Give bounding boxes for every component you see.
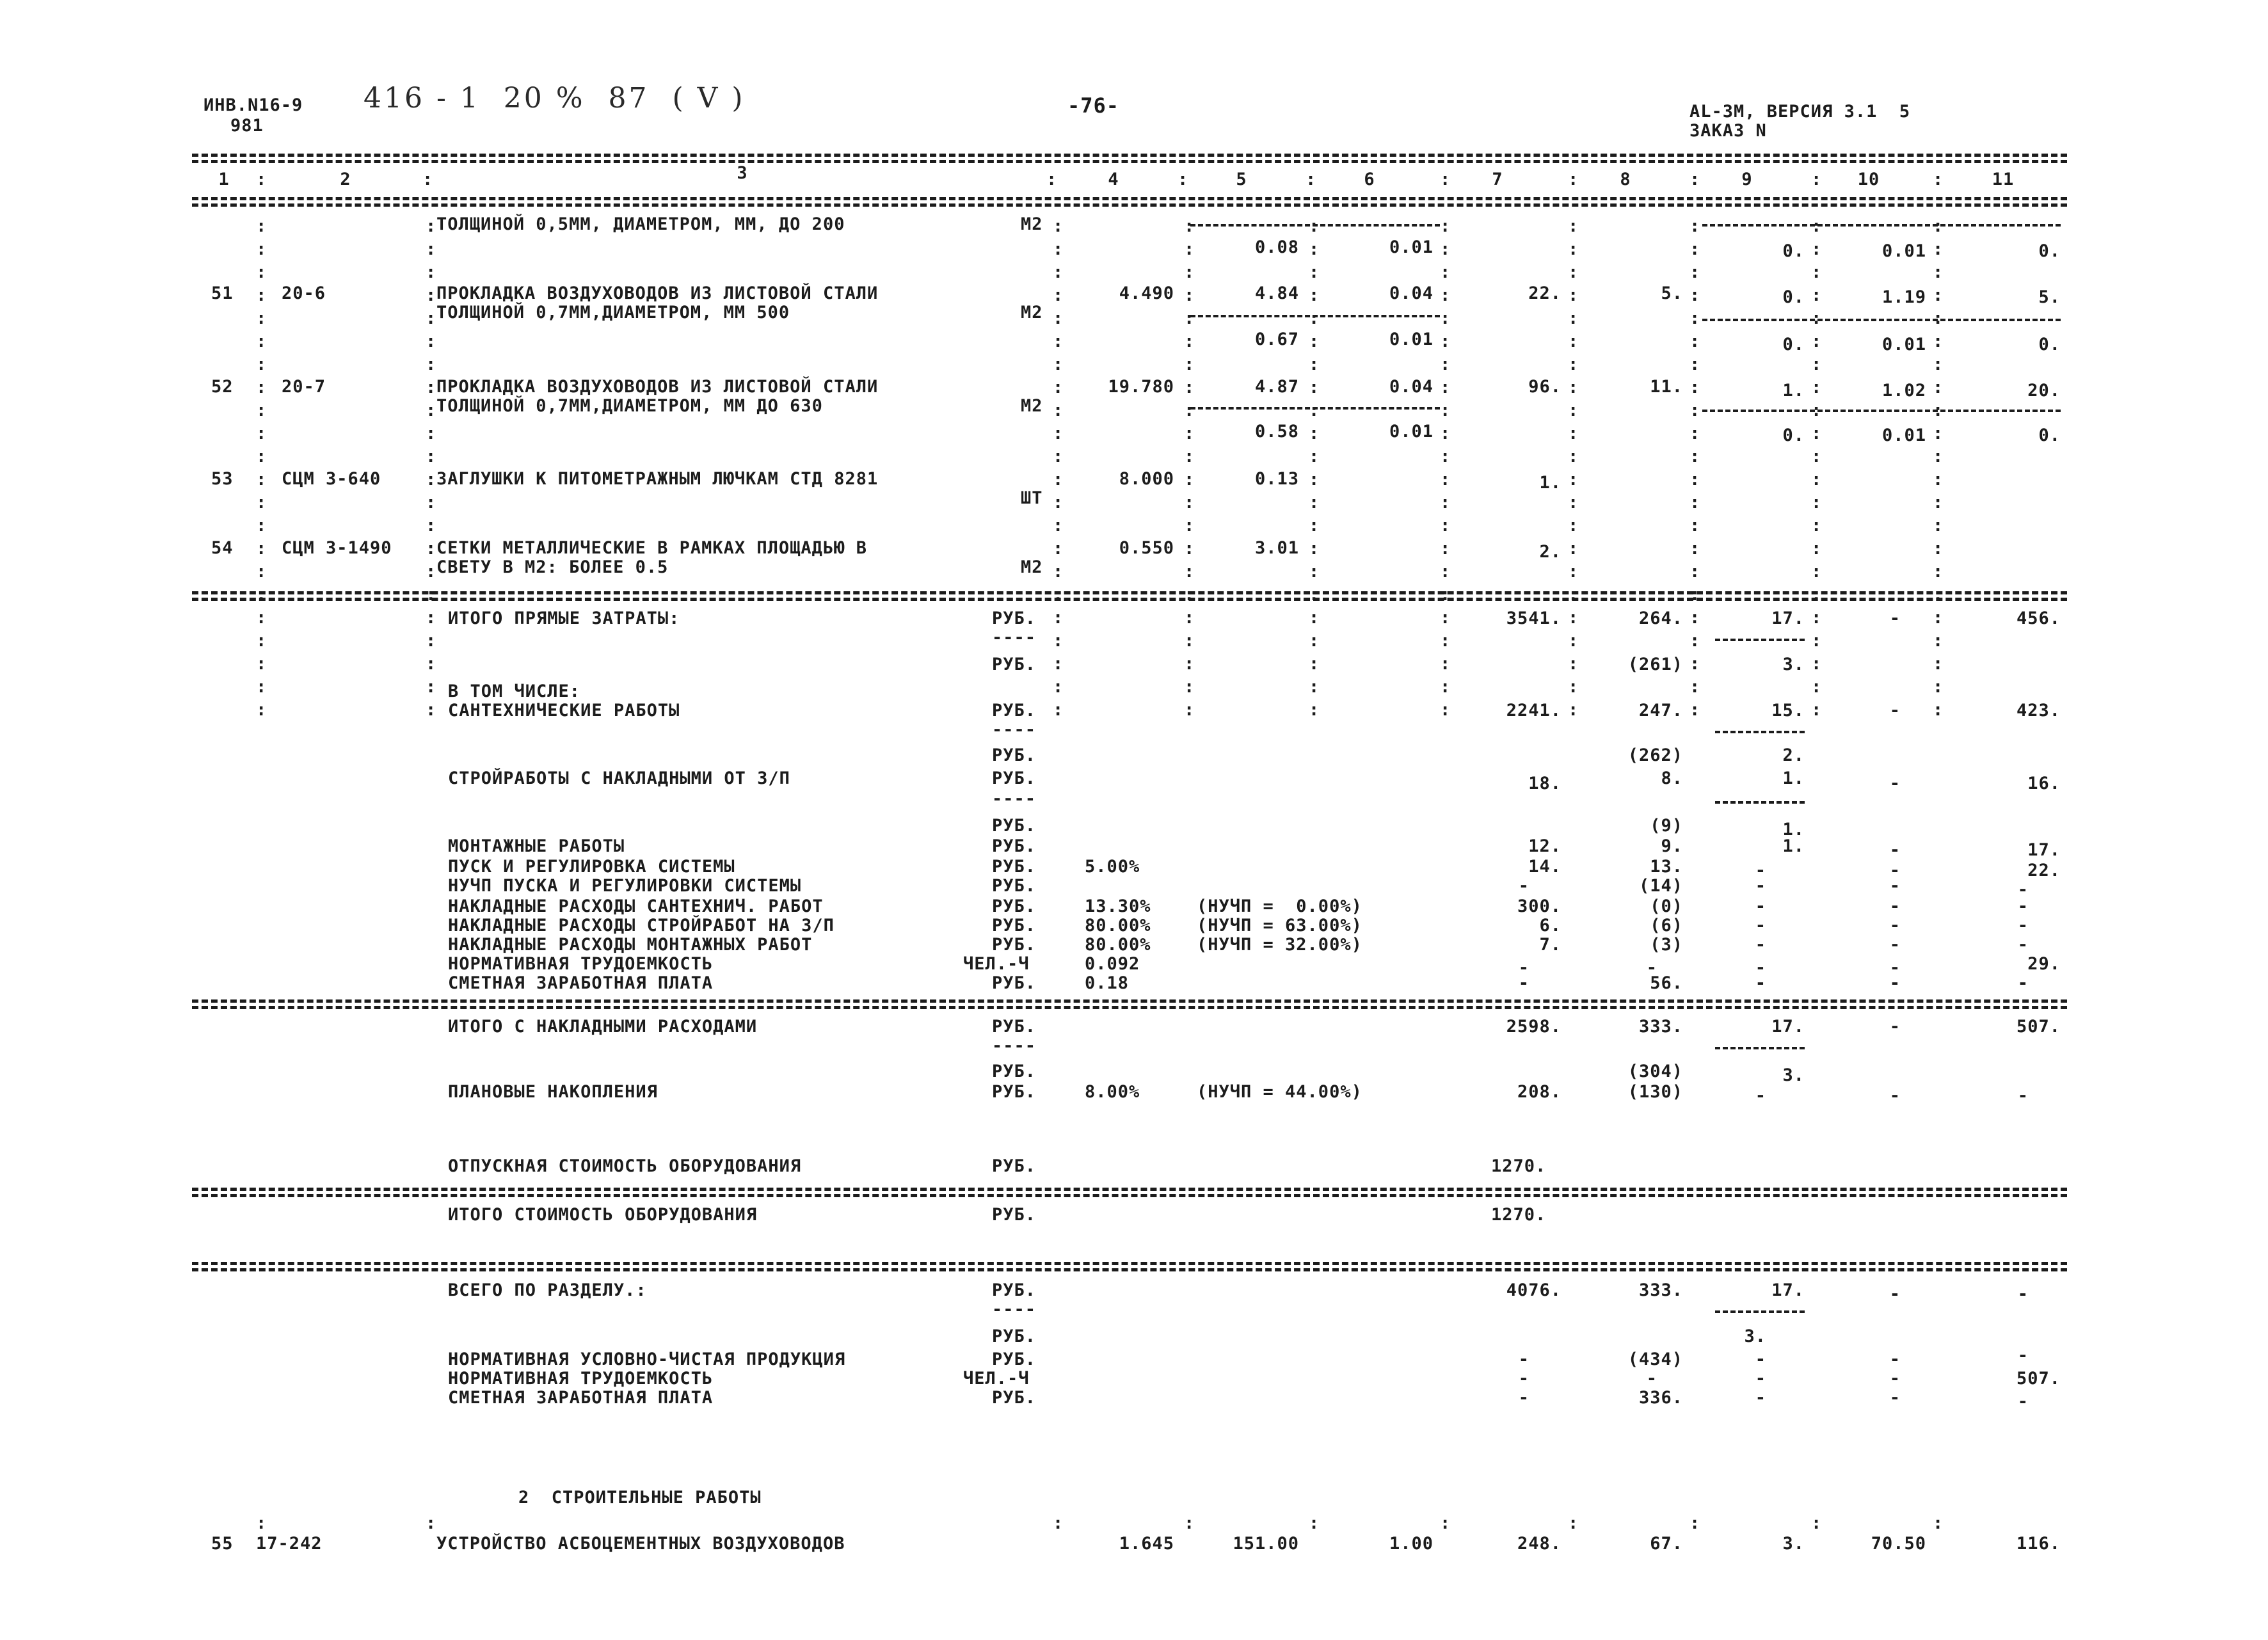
cell-col9: - <box>1755 896 1766 916</box>
row-gutter: : <box>1440 1513 1451 1533</box>
col-sep: : <box>1046 170 1058 189</box>
col-header-8: 8 <box>1620 170 1631 189</box>
detail-percent: 80.00% <box>1085 916 1151 935</box>
row-unit: М2 <box>1021 557 1043 577</box>
cell-col7: - <box>1518 1349 1529 1369</box>
row-number: 53 <box>211 469 234 489</box>
row-code: 20-7 <box>282 377 326 397</box>
cell-col8: (14) <box>1638 876 1683 896</box>
cell-col8: (3) <box>1650 935 1683 955</box>
col-sep: : <box>1568 170 1579 189</box>
detail-nuch: (НУЧП = 32.00%) <box>1197 935 1362 955</box>
final-unit: РУБ. <box>992 1349 1037 1369</box>
summary-unit-b: РУБ. <box>992 745 1037 765</box>
cell-col11-sub: 0. <box>2038 426 2061 445</box>
row-number: 55 <box>211 1534 234 1554</box>
row-description: ТОЛЩИНОЙ 0,5ММ, ДИАМЕТРОМ, ММ, ДО 200 <box>436 214 845 234</box>
separator <box>192 1268 2067 1271</box>
cell-col7: 18. <box>1528 774 1561 793</box>
sub-rule <box>1702 224 2061 227</box>
summary-label: ИТОГО С НАКЛАДНЫМИ РАСХОДАМИ <box>448 1017 758 1037</box>
cell-col4: 8.000 <box>1119 469 1174 489</box>
row-gutter: : <box>1309 1513 1320 1533</box>
cell-col7: 2. <box>1539 542 1561 562</box>
separator <box>192 1188 2067 1191</box>
cell-col11: 116. <box>2016 1534 2061 1554</box>
cell-col10: - <box>1889 1349 1901 1369</box>
detail-label: НАКЛАДНЫЕ РАСХОДЫ СТРОЙРАБОТ НА З/П <box>448 916 835 935</box>
cell-col7: 14. <box>1528 857 1561 877</box>
cell-col10-sub: 0.01 <box>1881 335 1926 354</box>
cell-col9-b: 1. <box>1782 820 1805 840</box>
summary-unit: РУБ. <box>992 609 1037 628</box>
cell-col11: - <box>2017 1284 2029 1304</box>
cell-col8: 8. <box>1661 768 1683 788</box>
cell-col9: 1. <box>1782 768 1805 788</box>
col9-underline <box>1715 731 1805 733</box>
separator <box>192 999 2067 1003</box>
summary-unit-b: РУБ. <box>992 655 1037 674</box>
cell-col9: 3. <box>1782 1534 1805 1554</box>
cell-col10: - <box>1889 1086 1901 1106</box>
row-unit: М2 <box>1021 303 1043 322</box>
sub-rule <box>1702 319 2061 321</box>
row-description-2: ТОЛЩИНОЙ 0,7ММ,ДИАМЕТРОМ, ММ ДО 630 <box>436 396 823 416</box>
row-gutter: : <box>1053 1513 1064 1533</box>
summary-unit-b: РУБ. <box>992 816 1037 836</box>
summary-unit: РУБ. <box>992 1017 1037 1037</box>
order-label: ЗАКАЗ N <box>1689 121 1767 141</box>
cell-col8: (434) <box>1627 1349 1683 1369</box>
cell-col6-sub: 0.01 <box>1389 237 1433 257</box>
cell-col7: 248. <box>1517 1534 1561 1554</box>
cell-col10: 1.02 <box>1881 381 1926 401</box>
summary-label: СТРОЙРАБОТЫ С НАКЛАДНЫМИ ОТ З/П <box>448 768 790 788</box>
summary-label: САНТЕХНИЧЕСКИЕ РАБОТЫ <box>448 701 680 720</box>
gutter-col5: : : : : : : : : : : : : : : : : : : : : : : <box>1184 216 1195 720</box>
page-number: -76- <box>1067 93 1120 118</box>
cell-col8: - <box>1646 958 1657 978</box>
gutter-col8: : : : : : : : : : : : : : : : : : : : : : : <box>1568 216 1579 720</box>
vsego-unit: РУБ. <box>992 1280 1037 1300</box>
cell-col8: 333. <box>1638 1280 1683 1300</box>
separator <box>192 598 2067 601</box>
sub-rule <box>1190 224 1440 227</box>
cell-col7: - <box>1518 1369 1529 1389</box>
cell-col10: - <box>1889 1388 1901 1408</box>
cell-col7: - <box>1518 876 1529 896</box>
cell-col9: - <box>1755 1388 1766 1408</box>
cell-col8-b: (304) <box>1627 1062 1683 1081</box>
otpusk-label: ОТПУСКНАЯ СТОИМОСТЬ ОБОРУДОВАНИЯ <box>448 1156 802 1176</box>
cell-col10: - <box>1889 774 1901 793</box>
cell-col8-b: (262) <box>1627 745 1683 765</box>
detail-unit: РУБ. <box>992 935 1037 955</box>
detail-unit: ЧЕЛ.-Ч <box>963 954 1030 974</box>
cell-col10: - <box>1889 861 1901 880</box>
cell-col9: - <box>1755 876 1766 896</box>
cell-col11: - <box>2017 1346 2029 1365</box>
detail-percent: 5.00% <box>1085 857 1140 877</box>
cell-col8-b: (261) <box>1627 655 1683 674</box>
cell-col11: 456. <box>2016 609 2061 628</box>
cell-col11-sub: 0. <box>2038 241 2061 261</box>
cell-col9: - <box>1755 1369 1766 1389</box>
cell-col9: - <box>1755 861 1766 880</box>
gutter-col6: : : : : : : : : : : : : : : : : : : : : : : <box>1309 216 1320 720</box>
cell-col8: 11. <box>1650 377 1683 397</box>
cell-col11: - <box>2017 1086 2029 1106</box>
cell-col7: 6. <box>1539 916 1561 935</box>
row-description: ЗАГЛУШКИ К ПИТОМЕТРАЖНЫМ ЛЮЧКАМ СТД 8281 <box>436 469 879 489</box>
cell-col10: - <box>1889 958 1901 978</box>
row-code: 20-6 <box>282 283 326 303</box>
cell-col4: 19.780 <box>1108 377 1174 397</box>
cell-col5-sub: 0.67 <box>1254 330 1299 349</box>
row-description: УСТРОЙСТВО АСБОЦЕМЕНТНЫХ ВОЗДУХОВОДОВ <box>436 1534 845 1554</box>
detail-label: ПУСК И РЕГУЛИРОВКА СИСТЕМЫ <box>448 857 735 877</box>
cell-col5: 151.00 <box>1233 1534 1299 1554</box>
gutter-col3: : : : : : : : : : : : : : : : : : : : : : : <box>426 216 437 720</box>
summary-unit: РУБ. <box>992 701 1037 720</box>
row-gutter: : <box>1568 1513 1579 1533</box>
cell-col8: 336. <box>1638 1388 1683 1408</box>
cell-col11: - <box>2017 935 2029 955</box>
sub-rule <box>1702 410 2061 412</box>
cell-col8: - <box>1646 1369 1657 1389</box>
summary-unit-b: РУБ. <box>992 1062 1037 1081</box>
cell-col9: - <box>1755 1349 1766 1369</box>
cell-col9: - <box>1755 1086 1766 1106</box>
cell-col9: 1. <box>1782 381 1805 401</box>
plan-label: ПЛАНОВЫЕ НАКОПЛЕНИЯ <box>448 1082 658 1102</box>
unit-separator: ---- <box>992 628 1037 648</box>
col-sep: : <box>1689 170 1701 189</box>
separator-header-2 <box>192 203 2067 207</box>
cell-col7: 300. <box>1517 896 1561 916</box>
cell-col7: 96. <box>1528 377 1561 397</box>
vsego-unit-b: РУБ. <box>992 1326 1037 1346</box>
cell-col11: - <box>2017 973 2029 993</box>
plan-unit: РУБ. <box>992 1082 1037 1102</box>
cell-col8: (6) <box>1650 916 1683 935</box>
separator <box>192 1194 2067 1197</box>
gutter-col4: : : : : : : : : : : : : : : : : : : : : : : <box>1053 216 1064 720</box>
detail-label: НУЧП ПУСКА И РЕГУЛИРОВКИ СИСТЕМЫ <box>448 876 802 896</box>
cell-col7: 7. <box>1539 935 1561 955</box>
cell-col9-sub: 0. <box>1782 241 1805 261</box>
cell-col5: 0.13 <box>1254 469 1299 489</box>
col-header-9: 9 <box>1741 170 1753 189</box>
col-sep: : <box>1306 170 1317 189</box>
cell-col7: 22. <box>1528 283 1561 303</box>
row-gutter: : <box>1689 1513 1701 1533</box>
cell-col4: 0.550 <box>1119 538 1174 558</box>
cell-col11: 16. <box>2027 774 2061 793</box>
cell-col7: - <box>1518 973 1529 993</box>
cell-col7: 3541. <box>1506 609 1561 628</box>
cell-col10-sub: 0.01 <box>1881 426 1926 445</box>
detail-unit: РУБ. <box>992 857 1037 877</box>
cell-col8: 67. <box>1650 1534 1683 1554</box>
cell-col10: - <box>1889 1369 1901 1389</box>
cell-col9: - <box>1755 916 1766 935</box>
row-unit: ШТ <box>1021 488 1043 508</box>
cell-col10: 70.50 <box>1871 1534 1926 1554</box>
cell-col9-sub: 0. <box>1782 335 1805 354</box>
row-gutter: : <box>1811 1513 1823 1533</box>
unit-separator: ---- <box>992 720 1037 740</box>
cell-col8: 247. <box>1638 701 1683 720</box>
separator <box>192 1262 2067 1265</box>
cell-col9: - <box>1755 973 1766 993</box>
row-gutter: : <box>256 1513 268 1533</box>
cell-col7: 208. <box>1517 1082 1561 1102</box>
col9-underline <box>1715 1047 1805 1049</box>
detail-label: НАКЛАДНЫЕ РАСХОДЫ МОНТАЖНЫХ РАБОТ <box>448 935 813 955</box>
row-code: 17-242 <box>256 1534 323 1554</box>
cell-col7: - <box>1518 1388 1529 1408</box>
detail-unit: РУБ. <box>992 973 1037 993</box>
col-header-6: 6 <box>1364 170 1375 189</box>
detail-percent: 80.00% <box>1085 935 1151 955</box>
separator <box>192 1006 2067 1009</box>
plan-percent: 8.00% <box>1085 1082 1140 1102</box>
gutter-col1: : : : : : : : : : : : : : : : : : : : : : : <box>256 216 268 720</box>
separator-top <box>192 154 2067 157</box>
detail-label: СМЕТНАЯ ЗАРАБОТНАЯ ПЛАТА <box>448 973 714 993</box>
row-description-2: СВЕТУ В М2: БОЛЕЕ 0.5 <box>436 557 669 577</box>
col9-underline <box>1715 639 1805 641</box>
cell-col6: 0.04 <box>1389 377 1433 397</box>
cell-col8: 264. <box>1638 609 1683 628</box>
row-number: 54 <box>211 538 234 558</box>
col-header-7: 7 <box>1492 170 1503 189</box>
col-header-3: 3 <box>737 163 748 183</box>
row-number: 51 <box>211 283 234 303</box>
cell-col10: - <box>1889 609 1901 628</box>
cell-col9: 17. <box>1771 1017 1805 1037</box>
row-description: ПРОКЛАДКА ВОЗДУХОВОДОВ ИЗ ЛИСТОВОЙ СТАЛИ <box>436 283 879 303</box>
row-gutter: : <box>1933 1513 1944 1533</box>
unit-separator: ---- <box>992 1300 1037 1319</box>
sub-rule <box>1190 407 1440 410</box>
cell-col11-sub: 0. <box>2038 335 2061 354</box>
detail-label: НОРМАТИВНАЯ ТРУДОЕМКОСТЬ <box>448 954 714 974</box>
cell-col11: 507. <box>2016 1369 2061 1389</box>
col-sep: : <box>422 170 434 189</box>
cell-col10: - <box>1889 701 1901 720</box>
cell-col11: - <box>2017 896 2029 916</box>
col-sep: : <box>1440 170 1451 189</box>
final-unit: ЧЕЛ.-Ч <box>963 1369 1030 1389</box>
detail-label: НАКЛАДНЫЕ РАСХОДЫ САНТЕХНИЧ. РАБОТ <box>448 896 824 916</box>
cell-col9: - <box>1755 958 1766 978</box>
cell-col8: 56. <box>1650 973 1683 993</box>
cell-col9: - <box>1755 935 1766 955</box>
cell-col11: 423. <box>2016 701 2061 720</box>
cell-col8: 5. <box>1661 283 1683 303</box>
cell-col7: 1270. <box>1491 1156 1547 1176</box>
col-header-2: 2 <box>340 170 351 189</box>
including-label: В ТОМ ЧИСЛЕ: <box>448 681 581 701</box>
cell-col10: 1.19 <box>1881 287 1926 307</box>
cell-col6: 1.00 <box>1389 1534 1433 1554</box>
detail-unit: РУБ. <box>992 896 1037 916</box>
cell-col9-b: 3. <box>1782 1065 1805 1085</box>
program-version: AL-3M, ВЕРСИЯ 3.1 5 <box>1689 102 1911 122</box>
itogo-obor-label: ИТОГО СТОИМОСТЬ ОБОРУДОВАНИЯ <box>448 1205 758 1225</box>
detail-unit: РУБ. <box>992 876 1037 896</box>
detail-unit: РУБ. <box>992 836 1037 856</box>
cell-col5: 4.87 <box>1254 377 1299 397</box>
detail-percent: 0.092 <box>1085 954 1140 974</box>
cell-col9: 17. <box>1771 609 1805 628</box>
row-unit: М2 <box>1021 396 1043 416</box>
cell-col7: 12. <box>1528 836 1561 856</box>
gutter-col9: : : : : : : : : : : : : : : : : : : : : : : <box>1689 216 1701 720</box>
cell-col9: 1. <box>1782 836 1805 856</box>
col-sep: : <box>256 170 268 189</box>
summary-label: ИТОГО ПРЯМЫЕ ЗАТРАТЫ: <box>448 609 680 628</box>
cell-col11: - <box>2017 916 2029 935</box>
row-gutter: : <box>1184 1513 1195 1533</box>
cell-col6-sub: 0.01 <box>1389 330 1433 349</box>
cell-col8: (0) <box>1650 896 1683 916</box>
cell-col9: 0. <box>1782 287 1805 307</box>
col-sep: : <box>1811 170 1823 189</box>
cell-col10: - <box>1889 896 1901 916</box>
cell-col8: (130) <box>1627 1082 1683 1102</box>
cell-col7: 1270. <box>1491 1205 1547 1225</box>
cell-col10: - <box>1889 973 1901 993</box>
cell-col9-b: 3. <box>1744 1326 1766 1346</box>
cell-col4: 4.490 <box>1119 283 1174 303</box>
cell-col8: 9. <box>1661 836 1683 856</box>
row-unit: М2 <box>1021 214 1043 234</box>
unit-separator: ---- <box>992 1036 1037 1056</box>
gutter-col11: : : : : : : : : : : : : : : : : : : : : : : <box>1933 216 1944 720</box>
cell-col8: 333. <box>1638 1017 1683 1037</box>
detail-unit: РУБ. <box>992 916 1037 935</box>
cell-col11: 507. <box>2016 1017 2061 1037</box>
gutter-col7: : : : : : : : : : : : : : : : : : : : : : : <box>1440 216 1451 720</box>
cell-col9: 15. <box>1771 701 1805 720</box>
cell-col5: 3.01 <box>1254 538 1299 558</box>
detail-nuch: (НУЧП = 63.00%) <box>1197 916 1362 935</box>
cell-col8: 13. <box>1650 857 1683 877</box>
col-header-5: 5 <box>1236 170 1247 189</box>
cell-col9-b: 2. <box>1782 745 1805 765</box>
gutter-col10: : : : : : : : : : : : : : : : : : : : : : : <box>1811 216 1823 720</box>
cell-col11: 22. <box>2027 861 2061 880</box>
cell-col10: - <box>1889 876 1901 896</box>
cell-col10: - <box>1889 935 1901 955</box>
final-label: НОРМАТИВНАЯ УСЛОВНО-ЧИСТАЯ ПРОДУКЦИЯ <box>448 1349 846 1369</box>
row-code: СЦМ 3-640 <box>282 469 381 489</box>
cell-col7: 4076. <box>1506 1280 1561 1300</box>
handwritten-note: 416 - 1 20 % 87 ( V ) <box>363 82 746 115</box>
row-code: СЦМ 3-1490 <box>282 538 392 558</box>
cell-col11: 5. <box>2038 287 2061 307</box>
inventory-number-2: 981 <box>230 116 264 136</box>
row-number: 52 <box>211 377 234 397</box>
cell-col11: 29. <box>2027 954 2061 974</box>
cell-col5: 4.84 <box>1254 283 1299 303</box>
cell-col6: 0.04 <box>1389 283 1433 303</box>
col-sep: : <box>1178 170 1189 189</box>
cell-col11: 20. <box>2027 381 2061 401</box>
cell-col11: 17. <box>2027 840 2061 860</box>
cell-col5-sub: 0.58 <box>1254 422 1299 442</box>
row-description: СЕТКИ МЕТАЛЛИЧЕСКИЕ В РАМКАХ ПЛОЩАДЬЮ В <box>436 538 867 558</box>
cell-col9-b: 3. <box>1782 655 1805 674</box>
itogo-obor-unit: РУБ. <box>992 1205 1037 1225</box>
detail-percent: 13.30% <box>1085 896 1151 916</box>
col-header-1: 1 <box>218 170 230 189</box>
final-label: НОРМАТИВНАЯ ТРУДОЕМКОСТЬ <box>448 1369 714 1389</box>
detail-nuch: (НУЧП = 0.00%) <box>1197 896 1362 916</box>
separator <box>192 591 2067 594</box>
cell-col11: - <box>2017 880 2029 900</box>
final-label: СМЕТНАЯ ЗАРАБОТНАЯ ПЛАТА <box>448 1388 714 1408</box>
row-description: ПРОКЛАДКА ВОЗДУХОВОДОВ ИЗ ЛИСТОВОЙ СТАЛИ <box>436 377 879 397</box>
section-title: 2 СТРОИТЕЛЬНЫЕ РАБОТЫ <box>518 1488 762 1508</box>
cell-col4: 1.645 <box>1119 1534 1174 1554</box>
cell-col7: 2598. <box>1506 1017 1561 1037</box>
detail-label: МОНТАЖНЫЕ РАБОТЫ <box>448 836 625 856</box>
col9-underline <box>1715 1310 1805 1313</box>
inventory-number: ИНВ.N16-9 <box>204 95 303 115</box>
separator-top-2 <box>192 160 2067 163</box>
unit-separator: ---- <box>992 789 1037 809</box>
row-gutter: : <box>426 1513 437 1533</box>
cell-col10: - <box>1889 1284 1901 1304</box>
cell-col10-sub: 0.01 <box>1881 241 1926 261</box>
cell-col9-sub: 0. <box>1782 426 1805 445</box>
otpusk-unit: РУБ. <box>992 1156 1037 1176</box>
cell-col7: - <box>1518 958 1529 978</box>
cell-col10: - <box>1889 916 1901 935</box>
detail-percent: 0.18 <box>1085 973 1130 993</box>
sub-rule <box>1190 315 1440 317</box>
col-header-10: 10 <box>1857 170 1880 189</box>
final-unit: РУБ. <box>992 1388 1037 1408</box>
cell-col7: 1. <box>1539 473 1561 493</box>
col-sep: : <box>1933 170 1944 189</box>
row-description-2: ТОЛЩИНОЙ 0,7ММ,ДИАМЕТРОМ, ММ 500 <box>436 303 790 322</box>
col9-underline <box>1715 801 1805 804</box>
separator-header <box>192 197 2067 200</box>
cell-col11: - <box>2017 1392 2029 1412</box>
vsego-label: ВСЕГО ПО РАЗДЕЛУ.: <box>448 1280 647 1300</box>
cell-col8-b: (9) <box>1650 816 1683 836</box>
col-header-4: 4 <box>1108 170 1119 189</box>
summary-unit: РУБ. <box>992 768 1037 788</box>
cell-col6-sub: 0.01 <box>1389 422 1433 442</box>
plan-nuch: (НУЧП = 44.00%) <box>1197 1082 1362 1102</box>
cell-col9: 17. <box>1771 1280 1805 1300</box>
cell-col10: - <box>1889 1017 1901 1037</box>
cell-col10: - <box>1889 840 1901 860</box>
cell-col5-sub: 0.08 <box>1254 237 1299 257</box>
col-header-11: 11 <box>1992 170 2015 189</box>
cell-col7: 2241. <box>1506 701 1561 720</box>
